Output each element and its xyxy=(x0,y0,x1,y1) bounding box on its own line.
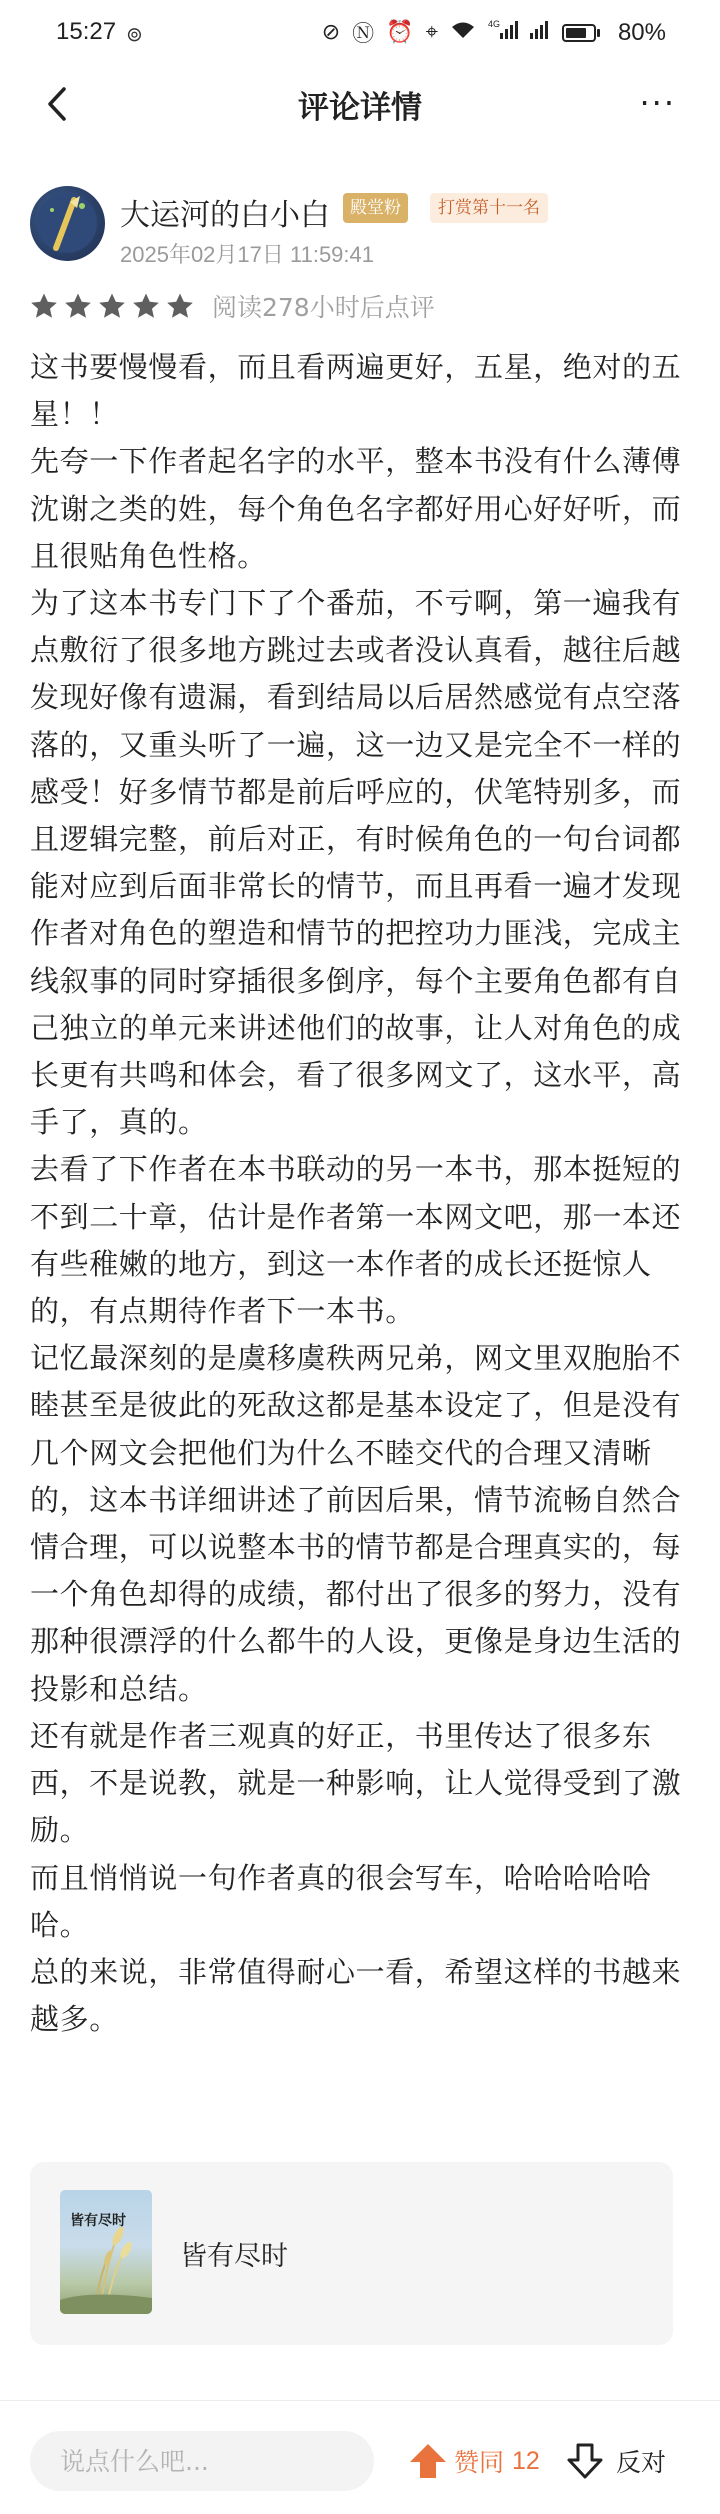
book-title: 皆有尽时 xyxy=(180,2241,288,2272)
review-paragraph: 总的来说，非常值得耐心一看，希望这样的书越来越多。 xyxy=(30,1954,682,2037)
review-paragraph: 记忆最深刻的是虞移虞秩两兄弟，网文里双胞胎不睦甚至是彼此的死敌这都是基本设定了，但是没有几个网文会把他们为什么不睦交代的合理又清晰的，这本书详细讲述了前因后果，情节流畅自然合情合理，可以说整本书的情节都是合理真实的，每一个角色却得的成绩，都付出了很多的努力，没有那种很漂浮的什么都牛的人设，更像是身边生活的投影和总结。 xyxy=(30,1341,682,1706)
star-rating xyxy=(30,292,194,320)
book-cover-title: 皆有尽时 xyxy=(70,2213,126,2229)
bell-off-icon: ⊘ xyxy=(321,20,341,45)
page-header xyxy=(0,70,720,140)
dislike-label: 反对 xyxy=(616,2448,667,2477)
review-paragraph: 为了这本书专门下了个番茄，不亏啊，第一遍我有点敷衍了很多地方跳过去或者没认真看，越往后越发现好像有遗漏，看到结局以后居然感觉有点空落落的，又重头听了一遍，这一边又是完全不一样的感受！好多情节都是前后呼应的，伏笔特别多，而且逻辑完整，前后对正，有时候角色的一句台词都能对应到后面非常长的情节，而且再看一遍才发现作者对角色的塑造和情节的把控功力匪浅，完成主线叙事的同时穿插很多倒序，每个主要角色都有自己独立的单元来讲述他们的故事，让人对角色的成长更有共鸣和体会，看了很多网文了，这水平，高手了，真的。 xyxy=(30,586,682,1140)
battery-percent: 80% xyxy=(617,18,666,46)
book-card[interactable] xyxy=(30,2162,673,2345)
fan-level-badge: 殿堂粉 xyxy=(343,193,408,223)
like-label: 赞同 xyxy=(454,2448,505,2477)
signal-icon xyxy=(530,19,550,47)
page-title: 评论详情 xyxy=(298,90,422,126)
review-paragraph: 先夸一下作者起名字的水平，整本书没有什么薄傅沈谢之类的姓，每个角色名字都好用心好好听，而且很贴角色性格。 xyxy=(30,444,682,573)
star-icon xyxy=(98,292,126,320)
nfc-icon: Ⓝ xyxy=(352,22,375,47)
cell-signal-icon xyxy=(488,19,518,47)
review-text xyxy=(30,344,690,2043)
rating-row xyxy=(30,288,435,324)
thumb-up-arrow-icon xyxy=(408,2442,448,2480)
status-time: 15:27 xyxy=(56,18,117,45)
review-author xyxy=(0,186,720,286)
comment-input[interactable] xyxy=(30,2431,374,2491)
alarm-icon: ⏰ xyxy=(386,20,414,45)
review-paragraph: 还有就是作者三观真的好正，书里传达了很多东西，不是说教，就是一种影响，让人觉得受到了激励。 xyxy=(30,1718,682,1848)
vibrate-icon: ⌖ xyxy=(425,20,438,45)
book-cover xyxy=(60,2190,152,2314)
review-paragraph: 这书要慢慢看，而且看两遍更好，五星，绝对的五星！！ xyxy=(30,350,682,432)
like-count: 12 xyxy=(512,2446,540,2475)
star-icon xyxy=(166,292,194,320)
like-button[interactable] xyxy=(408,2438,540,2484)
star-icon xyxy=(132,292,160,320)
post-timestamp: 2025年02月17日 11:59:41 xyxy=(120,242,374,267)
thumb-down-arrow-icon xyxy=(566,2442,604,2480)
review-paragraph: 而且悄悄说一句作者真的很会写车，哈哈哈哈哈哈。 xyxy=(30,1860,652,1942)
bottom-divider xyxy=(0,2400,720,2401)
more-horizontal-icon[interactable]: ··· xyxy=(639,84,676,122)
reward-rank-badge: 打赏第十一名 xyxy=(430,193,548,223)
dislike-button[interactable] xyxy=(566,2438,666,2484)
star-icon xyxy=(64,292,92,320)
read-duration-note: 阅读278小时后点评 xyxy=(212,293,435,322)
hotspot-icon: ⊚ xyxy=(126,22,143,46)
review-paragraph: 去看了下作者在本书联动的另一本书，那本挺短的不到二十章，估计是作者第一本网文吧，那一本还有些稚嫩的地方，到这一本作者的成长还挺惊人的，有点期待作者下一本书。 xyxy=(30,1152,682,1329)
user-name[interactable]: 大运河的白小白 xyxy=(120,198,330,233)
wifi-icon xyxy=(450,20,476,46)
status-icons xyxy=(322,17,666,48)
star-icon xyxy=(30,292,58,320)
svg-text:4G: 4G xyxy=(487,18,500,29)
avatar[interactable] xyxy=(30,186,105,261)
battery-icon xyxy=(562,24,600,42)
status-bar xyxy=(0,0,720,70)
